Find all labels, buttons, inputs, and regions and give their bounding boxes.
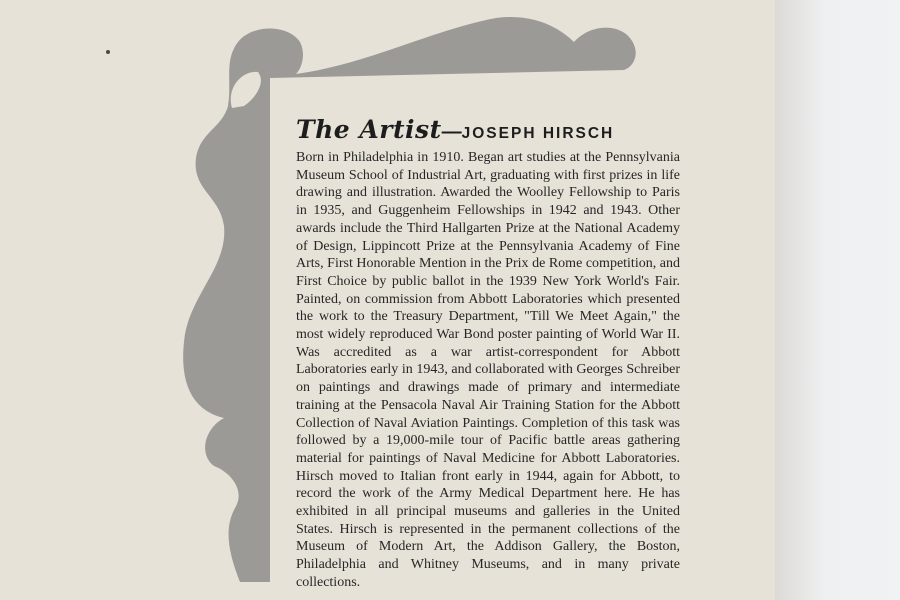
background-surface <box>775 0 900 600</box>
title-separator: — <box>441 121 462 143</box>
title-script-text: The Artist <box>296 115 442 144</box>
artist-name: JOSEPH HIRSCH <box>461 125 615 142</box>
page-title <box>296 108 614 146</box>
biography-paragraph: Born in Philadelphia in 1910. Began art studies at the Pennsylvania Museum School of Industrial Art, graduating with first prizes in life drawing and illustration. Awarded the Woolley Fellowship to Paris in 1935, and Guggenheim Fellowships in 1942 and 1943. Other awards include the Third Hallgarten Prize at the National Academy of Design, Lippincott Prize at the Pennsylvania Academy of Fine Arts, First Honorable Mention in the Prix de Rome competition, and First Choice by public ballot in the 1939 New York World's Fair. Painted, on commission from Abbott Laboratories which presented the work to the Treasury Department, "Till We Meet Again," the most widely reproduced War Bond poster painting of World War II. Was accredited as a war artist-correspondent for Abbott Laboratories early in 1943, and collaborated with Georges Schreiber on paintings and drawings made of primary and intermediate training at the Pensacola Naval Air Training Station for the Abbott Collection of Naval Aviation Paintings. Completion of this task was followed by a 19,000-mile tour of Pacific battle areas gathering material for paintings of Naval Medicine for Abbott Laboratories. Hirsch moved to Italian front early in 1944, again for Abbott, to record the work of the Army Medical Department here. He has exhibited in all principal museums and galleries in the United States. Hirsch is represented in the permanent collections of the Museum of Modern Art, the Addison Gallery, the Boston, Philadelphia and Whitney Museums, and in many private collections. <box>296 150 680 590</box>
